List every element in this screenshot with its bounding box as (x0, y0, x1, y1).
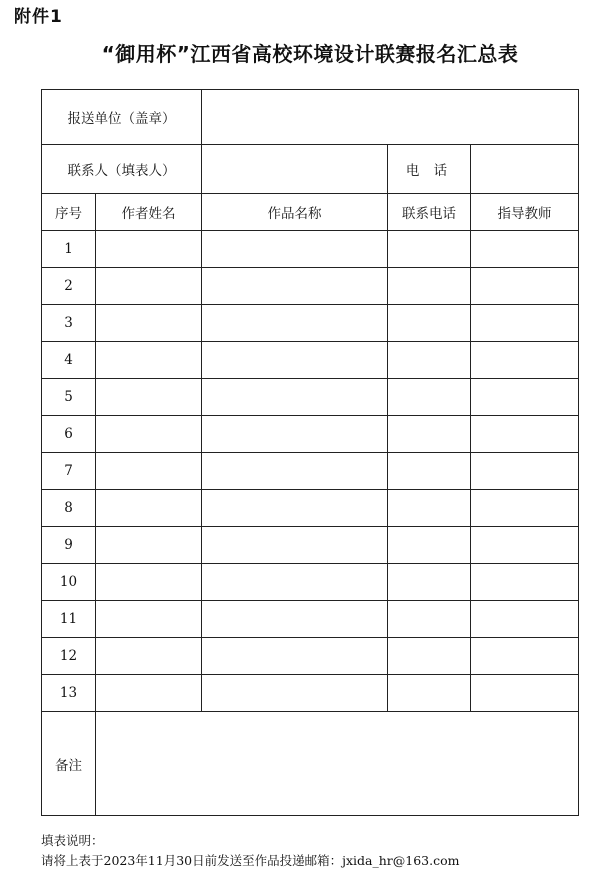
author-cell[interactable] (96, 379, 202, 416)
row-number: 11 (42, 601, 96, 638)
work-title-cell[interactable] (202, 231, 388, 268)
work-title-cell[interactable] (202, 379, 388, 416)
phone-field[interactable] (471, 145, 579, 194)
advisor-cell[interactable] (471, 490, 579, 527)
contact-phone-cell[interactable] (388, 342, 471, 379)
work-title-cell[interactable] (202, 416, 388, 453)
entry-rows (42, 231, 579, 712)
advisor-cell[interactable] (471, 601, 579, 638)
table-row (42, 416, 579, 453)
table-row (42, 231, 579, 268)
author-cell[interactable] (96, 268, 202, 305)
contact-row (42, 145, 579, 194)
table-row (42, 453, 579, 490)
table-row (42, 305, 579, 342)
contact-phone-cell[interactable] (388, 675, 471, 712)
contact-phone-cell[interactable] (388, 601, 471, 638)
header-work-title: 作品名称 (202, 194, 388, 231)
attachment-label: 附件1 (14, 7, 63, 27)
author-cell[interactable] (96, 453, 202, 490)
row-number: 1 (42, 231, 96, 268)
work-title-cell[interactable] (202, 638, 388, 675)
advisor-cell[interactable] (471, 638, 579, 675)
phone-label: 电 话 (388, 145, 471, 194)
registration-table (41, 89, 579, 816)
author-cell[interactable] (96, 342, 202, 379)
row-number: 7 (42, 453, 96, 490)
unit-row (42, 90, 579, 145)
work-title-cell[interactable] (202, 675, 388, 712)
author-cell[interactable] (96, 675, 202, 712)
row-number: 8 (42, 490, 96, 527)
notes-field[interactable] (96, 712, 579, 816)
table-row (42, 638, 579, 675)
row-number: 12 (42, 638, 96, 675)
work-title-cell[interactable] (202, 453, 388, 490)
row-number: 13 (42, 675, 96, 712)
author-cell[interactable] (96, 490, 202, 527)
advisor-cell[interactable] (471, 564, 579, 601)
contact-phone-cell[interactable] (388, 564, 471, 601)
work-title-cell[interactable] (202, 305, 388, 342)
author-cell[interactable] (96, 638, 202, 675)
header-author: 作者姓名 (96, 194, 202, 231)
contact-phone-cell[interactable] (388, 268, 471, 305)
fill-instructions-text: 请将上表于2023年11月30日前发送至作品投递邮箱：jxida_hr@163.com (41, 853, 460, 868)
table-row (42, 675, 579, 712)
advisor-cell[interactable] (471, 416, 579, 453)
table-row (42, 379, 579, 416)
row-number: 9 (42, 527, 96, 564)
author-cell[interactable] (96, 305, 202, 342)
contact-phone-cell[interactable] (388, 231, 471, 268)
author-cell[interactable] (96, 416, 202, 453)
row-number: 2 (42, 268, 96, 305)
row-number: 5 (42, 379, 96, 416)
row-number: 6 (42, 416, 96, 453)
contact-phone-cell[interactable] (388, 305, 471, 342)
work-title-cell[interactable] (202, 268, 388, 305)
advisor-cell[interactable] (471, 453, 579, 490)
author-cell[interactable] (96, 601, 202, 638)
form-title: “御用杯”江西省高校环境设计联赛报名汇总表 (101, 42, 519, 66)
header-seq: 序号 (42, 194, 96, 231)
table-row (42, 601, 579, 638)
work-title-cell[interactable] (202, 564, 388, 601)
advisor-cell[interactable] (471, 527, 579, 564)
author-cell[interactable] (96, 564, 202, 601)
contact-phone-cell[interactable] (388, 527, 471, 564)
unit-field[interactable] (202, 90, 579, 145)
header-advisor: 指导教师 (471, 194, 579, 231)
header-row (42, 194, 579, 231)
advisor-cell[interactable] (471, 379, 579, 416)
row-number: 10 (42, 564, 96, 601)
contact-phone-cell[interactable] (388, 453, 471, 490)
unit-label: 报送单位（盖章） (42, 90, 202, 145)
work-title-cell[interactable] (202, 527, 388, 564)
table-row (42, 342, 579, 379)
header-contact-phone: 联系电话 (388, 194, 471, 231)
contact-label: 联系人（填表人） (42, 145, 202, 194)
contact-phone-cell[interactable] (388, 490, 471, 527)
row-number: 3 (42, 305, 96, 342)
contact-phone-cell[interactable] (388, 379, 471, 416)
advisor-cell[interactable] (471, 305, 579, 342)
advisor-cell[interactable] (471, 268, 579, 305)
contact-field[interactable] (202, 145, 388, 194)
table-row (42, 564, 579, 601)
work-title-cell[interactable] (202, 601, 388, 638)
work-title-cell[interactable] (202, 490, 388, 527)
author-cell[interactable] (96, 231, 202, 268)
advisor-cell[interactable] (471, 675, 579, 712)
advisor-cell[interactable] (471, 231, 579, 268)
table-row (42, 490, 579, 527)
notes-label: 备注 (42, 712, 96, 816)
table-row (42, 268, 579, 305)
author-cell[interactable] (96, 527, 202, 564)
contact-phone-cell[interactable] (388, 638, 471, 675)
work-title-cell[interactable] (202, 342, 388, 379)
advisor-cell[interactable] (471, 342, 579, 379)
notes-row (42, 712, 579, 816)
row-number: 4 (42, 342, 96, 379)
table-row (42, 527, 579, 564)
contact-phone-cell[interactable] (388, 416, 471, 453)
fill-instructions-title: 填表说明： (41, 833, 104, 848)
